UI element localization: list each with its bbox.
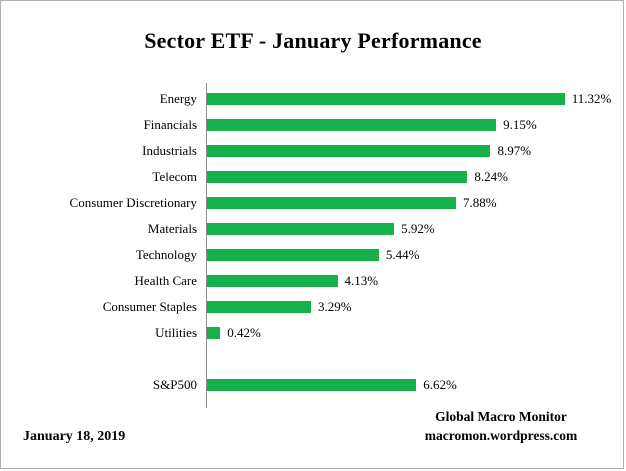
bar-row [152,372,601,398]
source-site: macromon.wordpress.com [424,428,578,443]
bar-row [143,112,601,138]
bar-row [147,216,601,242]
category-label: S&P500 [152,377,197,392]
bar[interactable] [207,223,394,235]
bar[interactable] [207,119,496,131]
bar-value-label: 0.42% [227,325,261,340]
bar[interactable] [207,93,565,105]
chart-title: Sector ETF - January Performance [144,28,482,53]
bar-row [159,86,612,112]
category-label: Industrials [142,143,197,158]
bar[interactable] [207,327,220,339]
bar-row [155,320,601,346]
category-label: Financials [143,117,197,132]
category-label: Health Care [134,273,197,288]
bar-value-label: 6.62% [423,377,457,392]
category-label: Technology [135,247,197,262]
bar-value-label: 9.15% [503,117,537,132]
category-label: Consumer Staples [102,299,197,314]
plot-area [69,83,612,408]
bar-row [152,164,601,190]
category-label: Energy [159,91,197,106]
category-label: Consumer Discretionary [69,195,197,210]
bar[interactable] [207,301,311,313]
bar[interactable] [207,171,467,183]
bar[interactable] [207,275,338,287]
bar-row [142,138,601,164]
chart-date: January 18, 2019 [23,429,126,444]
bar[interactable] [207,197,456,209]
bar-value-label: 4.13% [344,273,379,288]
bar-row [102,294,601,320]
bar-row [134,268,601,294]
category-label: Utilities [155,325,197,340]
bar[interactable] [207,379,416,391]
bar-value-label: 7.88% [463,195,497,210]
category-label: Telecom [152,169,197,184]
bar-value-label: 11.32% [571,91,612,106]
chart-spacer-row [206,346,601,372]
bar-row [135,242,601,268]
bar[interactable] [207,249,379,261]
bar-value-label: 8.24% [474,169,508,184]
bar[interactable] [207,145,490,157]
bar-value-label: 5.92% [401,221,435,236]
source-name: Global Macro Monitor [435,409,567,424]
category-label: Materials [147,221,197,236]
bar-row [69,190,601,216]
chart-source [399,407,603,445]
bar-value-label: 3.29% [317,299,352,314]
bar-value-label: 5.44% [385,247,420,262]
bar-value-label: 8.97% [497,143,532,158]
